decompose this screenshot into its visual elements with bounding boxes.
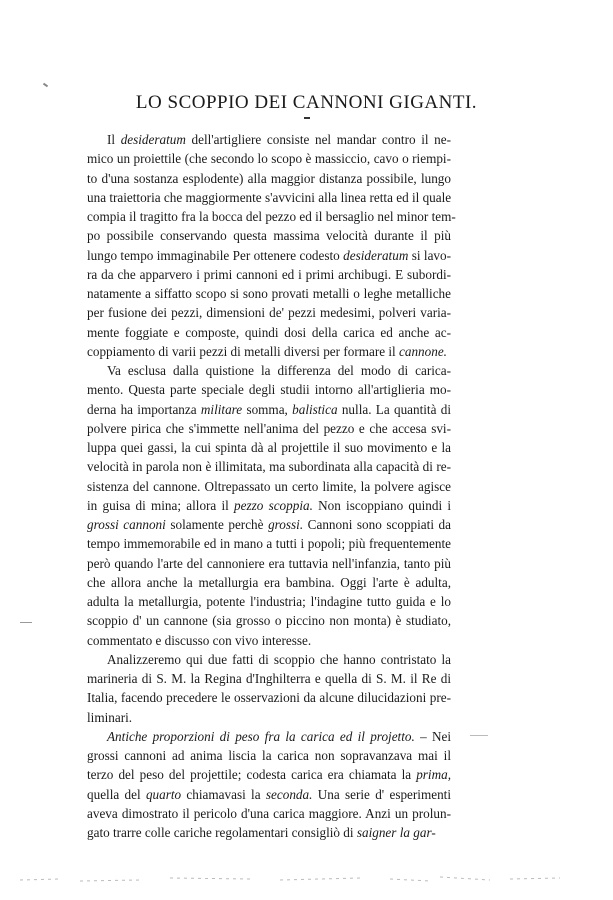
text-run: sistenza del cannone. Oltrepassato un certo limite, la polvere agisce — [87, 478, 451, 494]
text-line — [87, 323, 451, 342]
text-line — [87, 804, 451, 823]
italic-run: balistica — [292, 401, 338, 417]
text-run: tempo immemorabile ed in mano a tutti i popoli; più frequentemente — [87, 536, 451, 552]
italic-run: desideratum — [120, 132, 186, 147]
text-line — [87, 284, 451, 303]
text-run: marineria di S. M. la Regina d'Inghilterra e quella di S. M. il Re di — [87, 671, 451, 686]
text-run: mento. Questa parte speciale degli studii intorno all'artiglieria mo- — [87, 382, 451, 398]
text-run: nulla. La quantità di — [337, 401, 451, 417]
text-line — [87, 631, 451, 650]
text-run: una traiettoria che maggiormente s'avvicini alla linea retta ed il quale — [87, 189, 452, 205]
italic-run: Antiche proporzioni di peso fra la carica ed il projetto. — [107, 728, 415, 744]
text-run: compia il tragitto fra la bocca del pezzo ed il bersaglio nel minor tem- — [87, 209, 456, 224]
paragraph — [87, 650, 451, 727]
italic-run: militare — [200, 401, 243, 417]
text-run: Una serie d' esperimenti — [312, 786, 451, 802]
text-run: adulta la metallurgia, potente l'industria; l'indagine tutto guida e lo — [87, 594, 451, 609]
text-line — [87, 457, 451, 476]
text-run: però quando l'arte del cannoniere era tuttavia nell'infanzia, tanto più — [87, 555, 451, 571]
scan-noise — [20, 872, 580, 884]
text-line — [87, 650, 451, 669]
text-run: Italia, facendo precedere le osservazioni da alcune dilucidazioni pre- — [87, 690, 451, 706]
text-run: terzo del peso del projettile; codesta carica era chiamata la — [87, 767, 417, 783]
text-line — [87, 785, 451, 804]
text-run: aveva dimostrato il pericolo d'una carica maggiore. Anzi un prolun- — [87, 805, 451, 821]
paragraph — [87, 361, 451, 650]
text-run: liminari. — [87, 709, 133, 725]
text-line — [87, 438, 451, 457]
text-line — [87, 246, 451, 265]
text-line — [87, 188, 451, 207]
text-run: Il — [107, 132, 121, 147]
text-run: quella del — [87, 786, 146, 802]
text-line — [87, 611, 451, 630]
text-run: si lavo- — [408, 247, 451, 263]
text-run: to d'una sostanza esplodente) alla maggior distanza possibile, lungo — [87, 170, 451, 186]
italic-run: cannone. — [399, 343, 447, 359]
text-run: in guisa di mina; allora il — [87, 497, 235, 513]
text-line — [87, 554, 451, 573]
text-line — [87, 823, 451, 842]
chapter-title: LO SCOPPIO DEI CANNONI GIGANTI. — [135, 92, 478, 113]
text-run: coppiamento di varii pezzi di metalli diversi per formare il — [87, 343, 399, 359]
text-run: solamente perchè — [165, 517, 269, 532]
text-line — [87, 265, 451, 284]
text-line — [87, 226, 451, 245]
text-run: Analizzeremo qui due fatti di scoppio che hanno contristato la — [107, 651, 451, 667]
italic-run: grossi. — [268, 517, 304, 532]
text-run: derna ha importanza — [87, 401, 201, 417]
text-run: po possibile conservando questa massima velocità durante il più — [87, 228, 451, 244]
text-run: luppa quei gassi, la cui spinta dà al projettile il suo movimento e la — [87, 440, 451, 455]
text-line — [87, 496, 451, 515]
text-run: scoppio d' un cannone (sia grosso o piccino non monta) è studiato, — [87, 613, 451, 629]
text-run: lungo tempo immaginabile Per ottenere codesto — [87, 247, 344, 263]
body-text — [87, 130, 456, 842]
text-line — [87, 207, 456, 226]
text-line — [87, 419, 451, 438]
text-line — [87, 708, 451, 727]
italic-run: saigner la gar- — [356, 825, 436, 840]
text-run: mico un proiettile (che secondo lo scopo è massiccio, cavo o riempi- — [87, 151, 451, 167]
text-run: ra da che apparvero i primi cannoni ed i primi archibugi. E subordi- — [87, 266, 451, 282]
text-line — [87, 669, 451, 688]
paragraph — [87, 130, 456, 361]
title-ornament — [304, 117, 310, 119]
paragraph — [87, 727, 451, 843]
text-line — [87, 169, 451, 188]
text-line — [87, 380, 451, 399]
text-line — [87, 592, 451, 611]
text-run: – Nei — [414, 728, 451, 744]
text-run: per fusione dei pezzi, dimensioni de' pezzi medesimi, polveri varia- — [87, 305, 451, 321]
text-run: chiamavasi la — [181, 786, 266, 802]
text-run: natamente a siffatto scopo si sono provati metalli o leghe metalliche — [87, 286, 451, 301]
text-line — [87, 400, 451, 419]
text-line — [87, 765, 451, 784]
text-line — [87, 149, 451, 168]
text-line — [87, 361, 451, 380]
italic-run: desideratum — [343, 247, 409, 263]
text-run: polvere pirica che s'immette nell'anima del pezzo e che accesa svi- — [87, 420, 451, 436]
text-run: che allora anche la metallurgia era bambina. Oggi l'arte è adulta, — [87, 574, 451, 590]
italic-run: prima, — [416, 767, 451, 783]
italic-run: pezzo scoppia. — [234, 497, 313, 513]
italic-run: grossi cannoni — [87, 517, 166, 532]
text-line — [87, 515, 451, 534]
text-run: grossi cannoni ad anima liscia la carica non sopravanzava mai il — [87, 748, 451, 763]
text-line — [87, 303, 451, 322]
text-run: mente foggiate e composte, quindi dosi della carica ed anche ac- — [87, 324, 451, 340]
text-line — [87, 573, 451, 592]
text-run: velocità in parola non è illimitata, ma subordinata alla capacità di re- — [87, 459, 451, 475]
text-run: Non iscoppiano quindi i — [312, 497, 451, 513]
italic-run: quarto — [145, 786, 182, 802]
text-line — [87, 477, 451, 496]
text-line — [87, 746, 451, 765]
text-run: somma, — [242, 401, 293, 417]
text-line — [87, 342, 451, 361]
text-run: commentato e discusso con vivo interesse. — [87, 632, 312, 648]
margin-mark — [20, 622, 32, 623]
text-run: dell'artigliere consiste nel mandar contro il ne- — [185, 132, 451, 147]
text-line — [87, 534, 451, 553]
text-run: Cannoni sono scoppiati da — [303, 517, 451, 532]
text-line — [87, 130, 451, 149]
text-run: Va esclusa dalla quistione la differenza del modo di carica- — [107, 363, 451, 378]
italic-run: seconda. — [265, 786, 313, 802]
margin-mark — [470, 735, 488, 736]
text-line — [87, 727, 451, 746]
text-line — [87, 688, 451, 707]
text-run: gato trarre colle cariche regolamentari consigliò di — [87, 825, 357, 840]
ink-speck — [43, 83, 48, 88]
